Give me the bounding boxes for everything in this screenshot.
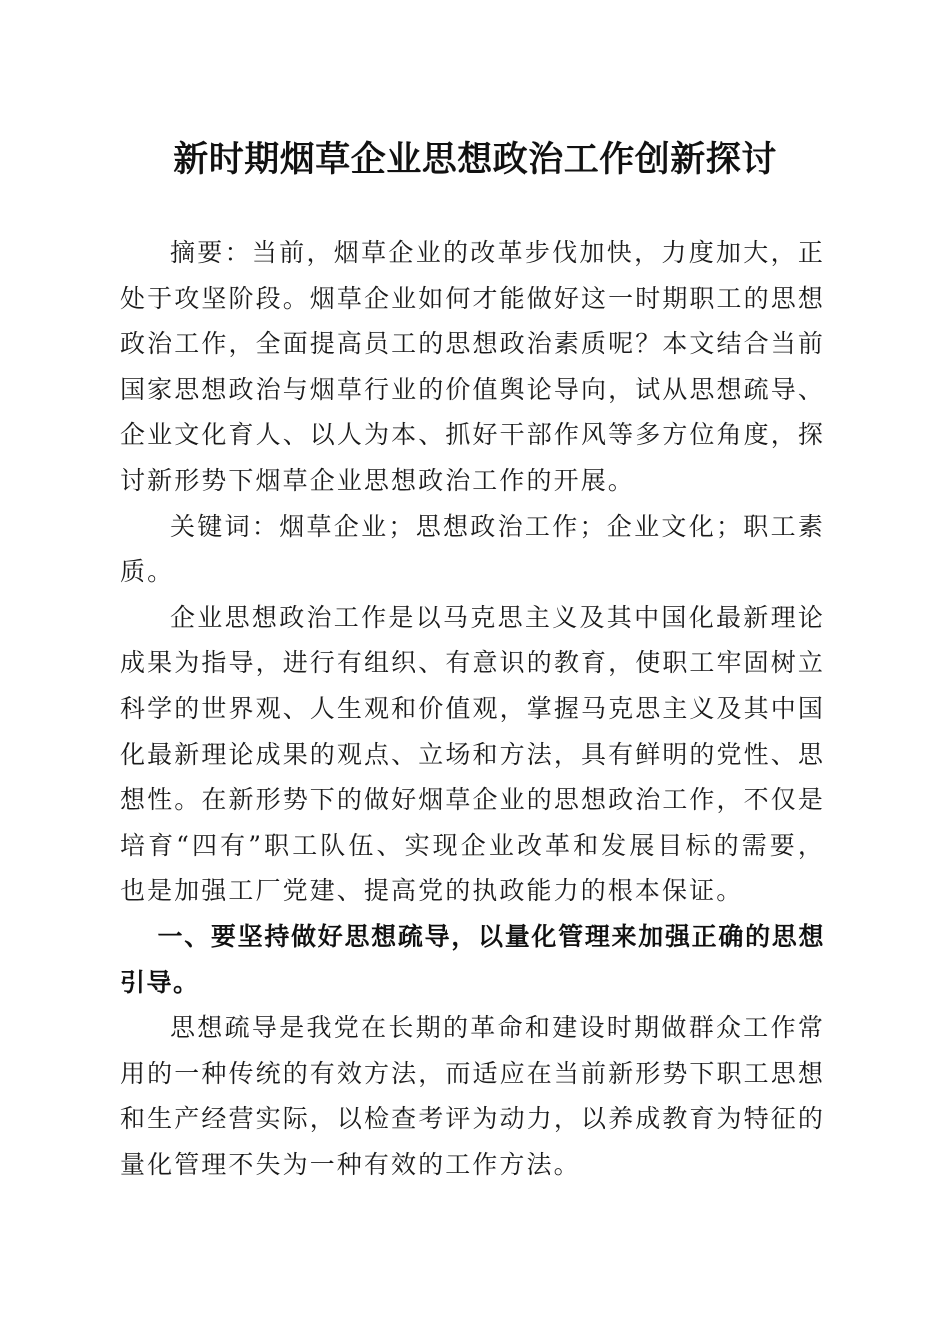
document-title: 新时期烟草企业思想政治工作创新探讨 (173, 139, 777, 180)
section-body-paragraph: 思想疏导是我党在长期的革命和建设时期做群众工作常用的一种传统的有效方法，而适应在当前新形势下职工思想和生产经营实际，以检查考评为动力，以养成教育为特征的量化管理不失为一种有效的工作方法。 (120, 1013, 825, 1179)
abstract-paragraph: 摘要：当前，烟草企业的改革步伐加快，力度加大，正处于攻坚阶段。烟草企业如何才能做好这一时期职工的思想政治工作，全面提高员工的思想政治素质呢？本文结合当前国家思想政治与烟草行业的价值舆论导向，试从思想疏导、企业文化育人、以人为本、抓好干部作风等多方位角度，探讨新形势下烟草企业思想政治工作的开展。 (120, 238, 825, 495)
section-heading: 一、要坚持做好思想疏导，以量化管理来加强正确的思想引导。 (120, 921, 825, 997)
keywords-paragraph: 关键词：烟草企业；思想政治工作；企业文化；职工素质。 (120, 511, 825, 587)
intro-paragraph: 企业思想政治工作是以马克思主义及其中国化最新理论成果为指导，进行有组织、有意识的教育，使职工牢固树立科学的世界观、人生观和价值观，掌握马克思主义及其中国化最新理论成果的观点、立场和方法，具有鲜明的党性、思想性。在新形势下的做好烟草企业的思想政治工作，不仅是培育“四有”职工队伍、实现企业改革和发展目标的需要，也是加强工厂党建、提高党的执政能力的根本保证。 (120, 602, 825, 906)
document-body (120, 230, 825, 1187)
